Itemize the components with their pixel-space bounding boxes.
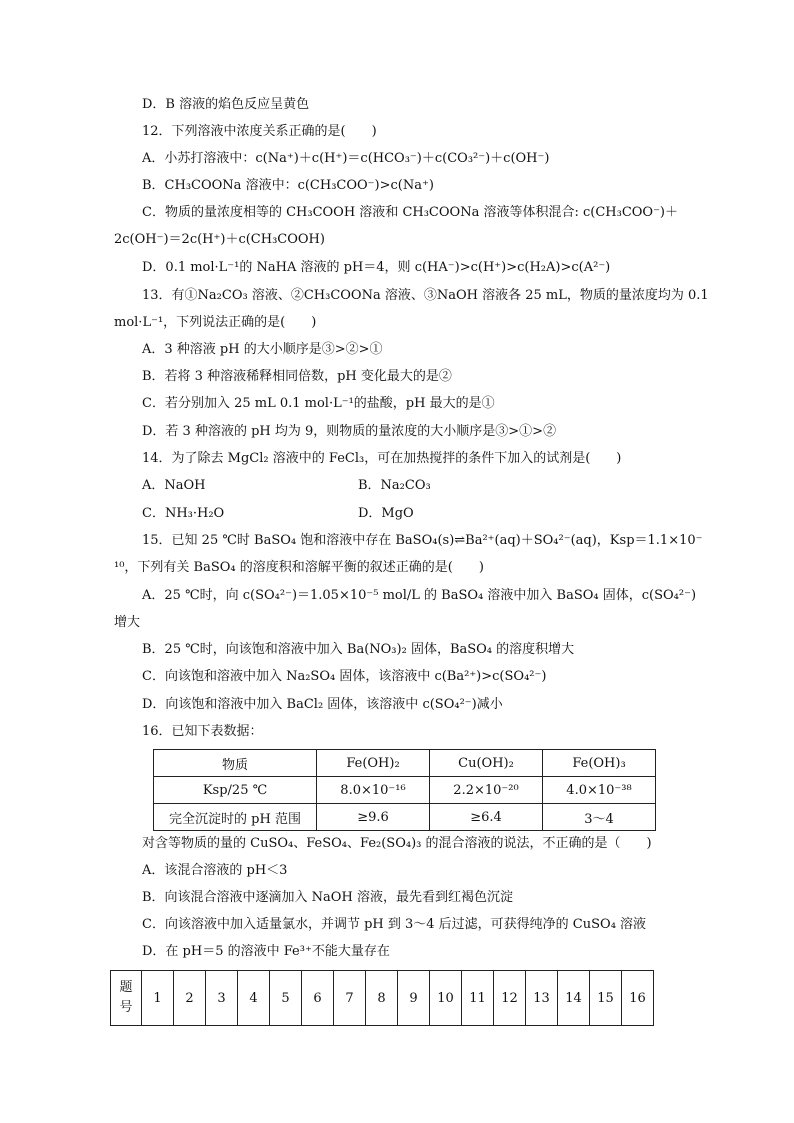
q12-option-c-line2: 2c(OH⁻)＝2c(H⁺)＋c(CH₃COOH) <box>114 232 325 247</box>
answer-header-bottom: 号 <box>119 1000 133 1015</box>
q11-option-d: D．B 溶液的焰色反应呈黄色 <box>142 97 310 112</box>
q13-option-a: A．3 种溶液 pH 的大小顺序是③>②>① <box>142 342 383 357</box>
table-cell: 3～4 <box>543 804 656 831</box>
table-cell: 完全沉淀时的 pH 范围 <box>154 804 317 831</box>
answer-number-cell: 8 <box>366 971 398 1026</box>
q15-stem-line2: ¹⁰，下列有关 BaSO₄ 的溶度积和溶解平衡的叙述正确的是( ) <box>114 560 484 575</box>
q15-option-a-line2: 增大 <box>114 615 141 630</box>
q16-option-a: A．该混合溶液的 pH＜3 <box>142 863 288 878</box>
q13-stem-line2: mol·L⁻¹，下列说法正确的是( ) <box>114 315 317 330</box>
table-row <box>111 971 654 1026</box>
answer-number-cell: 6 <box>302 971 334 1026</box>
q16-option-c: C．向该溶液中加入适量氯水，并调节 pH 到 3～4 后过滤，可获得纯净的 CuSO₄ 溶液 <box>142 917 647 932</box>
table-cell: 8.0×10⁻¹⁶ <box>317 777 430 804</box>
q15-option-d: D．向该饱和溶液中加入 BaCl₂ 固体，该溶液中 c(SO₄²⁻)减小 <box>142 697 503 712</box>
q13-option-b: B．若将 3 种溶液稀释相同倍数，pH 变化最大的是② <box>142 369 452 384</box>
answer-number-cell: 7 <box>334 971 366 1026</box>
table-row <box>154 804 656 831</box>
table-cell: Cu(OH)₂ <box>430 750 543 777</box>
answer-number-cell: 3 <box>206 971 238 1026</box>
ksp-table <box>153 749 656 831</box>
table-row <box>154 750 656 777</box>
table-cell: Ksp/25 ℃ <box>154 777 317 804</box>
q16-option-d: D．在 pH＝5 的溶液中 Fe³⁺不能大量存在 <box>142 944 390 959</box>
answer-table <box>110 970 654 1026</box>
q12-option-d: D．0.1 mol·L⁻¹的 NaHA 溶液的 pH＝4，则 c(HA⁻)>c(H⁺)>c(H₂A)>c(A²⁻) <box>142 260 611 275</box>
table-cell: 4.0×10⁻³⁸ <box>543 777 656 804</box>
q15-option-b: B．25 ℃时，向该饱和溶液中加入 Ba(NO₃)₂ 固体，BaSO₄ 的溶度积增大 <box>142 642 575 657</box>
q13-stem-line1: 13．有①Na₂CO₃ 溶液、②CH₃COONa 溶液、③NaOH 溶液各 25 mL，物质的量浓度均为 0.1 <box>142 288 709 303</box>
q14-option-d: D．MgO <box>358 506 414 521</box>
table-cell: Fe(OH)₂ <box>317 750 430 777</box>
table-row <box>154 777 656 804</box>
q12-option-b: B．CH₃COONa 溶液中：c(CH₃COO⁻)>c(Na⁺) <box>142 178 434 193</box>
q13-option-d: D．若 3 种溶液的 pH 均为 9，则物质的量浓度的大小顺序是③>①>② <box>142 424 557 439</box>
answer-number-cell: 1 <box>142 971 174 1026</box>
q14-option-c: C．NH₃·H₂O <box>142 506 225 521</box>
q14-stem: 14．为了除去 MgCl₂ 溶液中的 FeCl₃，可在加热搅拌的条件下加入的试剂是( ) <box>142 451 622 466</box>
answer-number-cell: 16 <box>622 971 654 1026</box>
answer-number-cell: 10 <box>430 971 462 1026</box>
q12-option-c-line1: C．物质的量浓度相等的 CH₃COOH 溶液和 CH₃COONa 溶液等体积混合: c(CH₃COO⁻)＋ <box>142 205 679 220</box>
q13-option-c: C．若分别加入 25 mL 0.1 mol·L⁻¹的盐酸，pH 最大的是① <box>142 396 495 411</box>
q16-sub-stem: 对含等物质的量的 CuSO₄、FeSO₄、Fe₂(SO₄)₃ 的混合溶液的说法，不正确的是（ ) <box>142 836 652 851</box>
q12-stem: 12．下列溶液中浓度关系正确的是( ) <box>142 124 377 139</box>
answer-number-cell: 9 <box>398 971 430 1026</box>
q14-option-b: B．Na₂CO₃ <box>358 478 431 493</box>
answer-number-cell: 11 <box>462 971 494 1026</box>
answer-number-cell: 13 <box>526 971 558 1026</box>
q15-option-c: C．向该饱和溶液中加入 Na₂SO₄ 固体，该溶液中 c(Ba²⁺)>c(SO₄²⁻) <box>142 669 547 684</box>
answer-header-cell <box>111 971 142 1026</box>
answer-number-cell: 14 <box>558 971 590 1026</box>
q16-stem: 16．已知下表数据： <box>142 724 263 739</box>
answer-number-cell: 12 <box>494 971 526 1026</box>
q15-option-a-line1: A．25 ℃时，向 c(SO₄²⁻)＝1.05×10⁻⁵ mol/L 的 BaSO₄ 溶液中加入 BaSO₄ 固体，c(SO₄²⁻) <box>142 588 697 603</box>
q12-option-a: A．小苏打溶液中：c(Na⁺)＋c(H⁺)＝c(HCO₃⁻)＋c(CO₃²⁻)＋c(OH⁻) <box>142 151 550 166</box>
table-cell: ≥6.4 <box>430 804 543 831</box>
table-cell: ≥9.6 <box>317 804 430 831</box>
table-cell: 2.2×10⁻²⁰ <box>430 777 543 804</box>
table-cell: 物质 <box>154 750 317 777</box>
answer-number-cell: 15 <box>590 971 622 1026</box>
answer-number-cell: 5 <box>270 971 302 1026</box>
answer-number-cell: 2 <box>174 971 206 1026</box>
table-cell: Fe(OH)₃ <box>543 750 656 777</box>
q14-option-a: A．NaOH <box>142 478 206 493</box>
q16-option-b: B．向该混合溶液中逐滴加入 NaOH 溶液，最先看到红褐色沉淀 <box>142 890 513 905</box>
q15-stem-line1: 15．已知 25 ℃时 BaSO₄ 饱和溶液中存在 BaSO₄(s)⇌Ba²⁺(aq)＋SO₄²⁻(aq)，Ksp＝1.1×10⁻ <box>142 533 703 548</box>
answer-number-cell: 4 <box>238 971 270 1026</box>
answer-header-top: 题 <box>119 980 133 995</box>
